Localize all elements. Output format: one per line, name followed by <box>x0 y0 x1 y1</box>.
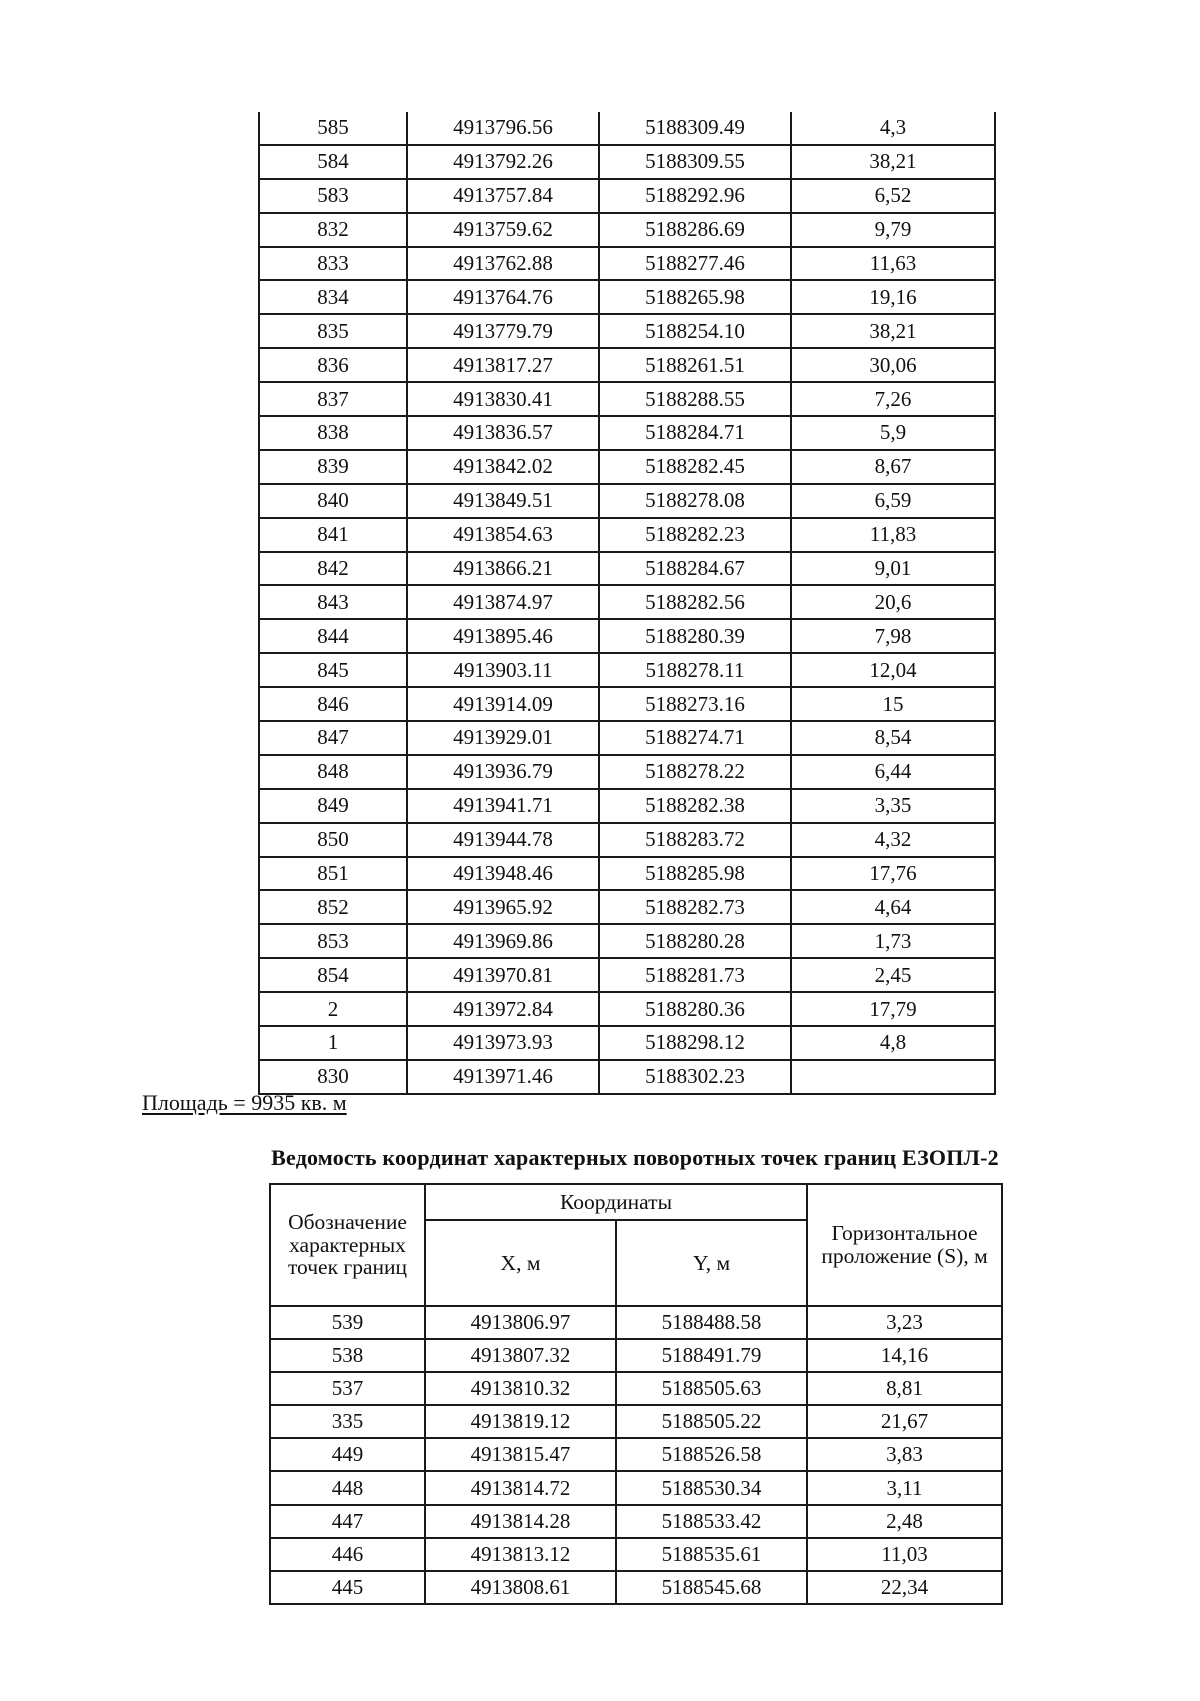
x-coordinate-cell: 4913779.79 <box>407 314 599 348</box>
x-coordinate-cell: 4913849.51 <box>407 484 599 518</box>
x-coordinate-cell: 4913836.57 <box>407 416 599 450</box>
table-row <box>259 247 995 281</box>
y-coordinate-cell: 5188505.22 <box>616 1405 807 1438</box>
distance-cell: 8,67 <box>791 450 995 484</box>
point-id-cell: 837 <box>259 382 407 416</box>
y-coordinate-cell: 5188278.08 <box>599 484 791 518</box>
table-row <box>270 1471 1002 1504</box>
point-id-cell: 585 <box>259 112 407 145</box>
x-coordinate-cell: 4913817.27 <box>407 348 599 382</box>
point-id-cell: 2 <box>259 992 407 1026</box>
point-id-cell: 850 <box>259 823 407 857</box>
y-coordinate-cell: 5188273.16 <box>599 687 791 721</box>
distance-cell: 3,35 <box>791 789 995 823</box>
distance-cell: 17,79 <box>791 992 995 1026</box>
table-row <box>259 924 995 958</box>
distance-cell: 1,73 <box>791 924 995 958</box>
point-id-cell: 1 <box>259 1026 407 1060</box>
y-coordinate-cell: 5188280.28 <box>599 924 791 958</box>
table-row <box>270 1405 1002 1438</box>
table-row <box>270 1571 1002 1604</box>
table-row <box>270 1372 1002 1405</box>
y-coordinate-cell: 5188491.79 <box>616 1339 807 1372</box>
header-coordinates: Координаты <box>425 1184 807 1220</box>
point-id-cell: 838 <box>259 416 407 450</box>
distance-cell: 19,16 <box>791 280 995 314</box>
point-id-cell: 843 <box>259 585 407 619</box>
y-coordinate-cell: 5188533.42 <box>616 1505 807 1538</box>
table-row <box>259 552 995 586</box>
distance-cell: 12,04 <box>791 653 995 687</box>
distance-cell: 4,64 <box>791 890 995 924</box>
point-id-cell: 835 <box>259 314 407 348</box>
point-id-cell: 845 <box>259 653 407 687</box>
table-row <box>259 484 995 518</box>
x-coordinate-cell: 4913764.76 <box>407 280 599 314</box>
y-coordinate-cell: 5188488.58 <box>616 1306 807 1339</box>
distance-cell: 38,21 <box>791 145 995 179</box>
y-coordinate-cell: 5188282.45 <box>599 450 791 484</box>
distance-cell: 20,6 <box>791 585 995 619</box>
y-coordinate-cell: 5188277.46 <box>599 247 791 281</box>
x-coordinate-cell: 4913969.86 <box>407 924 599 958</box>
y-coordinate-cell: 5188284.71 <box>599 416 791 450</box>
table-row <box>259 348 995 382</box>
distance-cell <box>791 1060 995 1094</box>
y-coordinate-cell: 5188309.49 <box>599 112 791 145</box>
distance-cell: 7,26 <box>791 382 995 416</box>
distance-cell: 22,34 <box>807 1571 1002 1604</box>
y-coordinate-cell: 5188288.55 <box>599 382 791 416</box>
distance-cell: 30,06 <box>791 348 995 382</box>
distance-cell: 6,59 <box>791 484 995 518</box>
table-row <box>259 145 995 179</box>
point-id-cell: 539 <box>270 1306 425 1339</box>
x-coordinate-cell: 4913813.12 <box>425 1538 616 1571</box>
x-coordinate-cell: 4913854.63 <box>407 518 599 552</box>
point-id-cell: 448 <box>270 1471 425 1504</box>
table-row <box>259 890 995 924</box>
y-coordinate-cell: 5188280.36 <box>599 992 791 1026</box>
point-id-cell: 834 <box>259 280 407 314</box>
x-coordinate-cell: 4913944.78 <box>407 823 599 857</box>
point-id-cell: 851 <box>259 857 407 891</box>
distance-cell: 6,44 <box>791 755 995 789</box>
distance-cell: 3,23 <box>807 1306 1002 1339</box>
distance-cell: 5,9 <box>791 416 995 450</box>
x-coordinate-cell: 4913806.97 <box>425 1306 616 1339</box>
distance-cell: 15 <box>791 687 995 721</box>
distance-cell: 2,45 <box>791 958 995 992</box>
point-id-cell: 848 <box>259 755 407 789</box>
coordinates-table-continued <box>258 112 996 1095</box>
x-coordinate-cell: 4913972.84 <box>407 992 599 1026</box>
distance-cell: 17,76 <box>791 857 995 891</box>
table-row <box>259 450 995 484</box>
y-coordinate-cell: 5188274.71 <box>599 721 791 755</box>
point-id-cell: 335 <box>270 1405 425 1438</box>
x-coordinate-cell: 4913948.46 <box>407 857 599 891</box>
point-id-cell: 584 <box>259 145 407 179</box>
point-id-cell: 844 <box>259 619 407 653</box>
table-row <box>270 1538 1002 1571</box>
y-coordinate-cell: 5188278.11 <box>599 653 791 687</box>
x-coordinate-cell: 4913895.46 <box>407 619 599 653</box>
x-coordinate-cell: 4913866.21 <box>407 552 599 586</box>
table-row <box>270 1339 1002 1372</box>
distance-cell: 38,21 <box>791 314 995 348</box>
x-coordinate-cell: 4913842.02 <box>407 450 599 484</box>
x-coordinate-cell: 4913792.26 <box>407 145 599 179</box>
x-coordinate-cell: 4913807.32 <box>425 1339 616 1372</box>
distance-cell: 4,8 <box>791 1026 995 1060</box>
y-coordinate-cell: 5188261.51 <box>599 348 791 382</box>
y-coordinate-cell: 5188298.12 <box>599 1026 791 1060</box>
point-id-cell: 846 <box>259 687 407 721</box>
table-row <box>259 213 995 247</box>
y-coordinate-cell: 5188505.63 <box>616 1372 807 1405</box>
point-id-cell: 538 <box>270 1339 425 1372</box>
y-coordinate-cell: 5188309.55 <box>599 145 791 179</box>
table-row <box>259 1026 995 1060</box>
x-coordinate-cell: 4913914.09 <box>407 687 599 721</box>
table-row <box>259 280 995 314</box>
distance-cell: 7,98 <box>791 619 995 653</box>
distance-cell: 2,48 <box>807 1505 1002 1538</box>
table-row <box>259 687 995 721</box>
point-id-cell: 830 <box>259 1060 407 1094</box>
x-coordinate-cell: 4913757.84 <box>407 179 599 213</box>
y-coordinate-cell: 5188284.67 <box>599 552 791 586</box>
distance-cell: 3,11 <box>807 1471 1002 1504</box>
x-coordinate-cell: 4913874.97 <box>407 585 599 619</box>
table-row <box>259 857 995 891</box>
point-id-cell: 447 <box>270 1505 425 1538</box>
y-coordinate-cell: 5188283.72 <box>599 823 791 857</box>
distance-cell: 9,01 <box>791 552 995 586</box>
table-row <box>259 585 995 619</box>
point-id-cell: 840 <box>259 484 407 518</box>
point-id-cell: 853 <box>259 924 407 958</box>
x-coordinate-cell: 4913903.11 <box>407 653 599 687</box>
coordinates-table-ezopl-2 <box>269 1183 1003 1605</box>
table-row <box>259 179 995 213</box>
table-row <box>259 653 995 687</box>
table-row <box>259 823 995 857</box>
point-id-cell: 449 <box>270 1438 425 1471</box>
distance-cell: 9,79 <box>791 213 995 247</box>
table-row <box>259 518 995 552</box>
header-y: Y, м <box>616 1220 807 1306</box>
table-row <box>259 112 995 145</box>
x-coordinate-cell: 4913815.47 <box>425 1438 616 1471</box>
y-coordinate-cell: 5188282.73 <box>599 890 791 924</box>
y-coordinate-cell: 5188254.10 <box>599 314 791 348</box>
x-coordinate-cell: 4913814.28 <box>425 1505 616 1538</box>
distance-cell: 3,83 <box>807 1438 1002 1471</box>
y-coordinate-cell: 5188545.68 <box>616 1571 807 1604</box>
area-total: Площадь = 9935 кв. м <box>142 1090 347 1115</box>
table-row <box>259 1060 995 1094</box>
point-id-cell: 445 <box>270 1571 425 1604</box>
y-coordinate-cell: 5188530.34 <box>616 1471 807 1504</box>
x-coordinate-cell: 4913936.79 <box>407 755 599 789</box>
x-coordinate-cell: 4913810.32 <box>425 1372 616 1405</box>
table-row <box>270 1505 1002 1538</box>
x-coordinate-cell: 4913970.81 <box>407 958 599 992</box>
table-row <box>259 382 995 416</box>
y-coordinate-cell: 5188282.38 <box>599 789 791 823</box>
distance-cell: 8,54 <box>791 721 995 755</box>
table-row <box>259 721 995 755</box>
distance-cell: 11,63 <box>791 247 995 281</box>
x-coordinate-cell: 4913941.71 <box>407 789 599 823</box>
table-row <box>259 619 995 653</box>
x-coordinate-cell: 4913796.56 <box>407 112 599 145</box>
point-id-cell: 842 <box>259 552 407 586</box>
distance-cell: 11,03 <box>807 1538 1002 1571</box>
point-id-cell: 836 <box>259 348 407 382</box>
point-id-cell: 537 <box>270 1372 425 1405</box>
x-coordinate-cell: 4913819.12 <box>425 1405 616 1438</box>
y-coordinate-cell: 5188282.56 <box>599 585 791 619</box>
y-coordinate-cell: 5188302.23 <box>599 1060 791 1094</box>
distance-cell: 6,52 <box>791 179 995 213</box>
point-id-cell: 841 <box>259 518 407 552</box>
y-coordinate-cell: 5188526.58 <box>616 1438 807 1471</box>
x-coordinate-cell: 4913965.92 <box>407 890 599 924</box>
x-coordinate-cell: 4913808.61 <box>425 1571 616 1604</box>
point-id-cell: 833 <box>259 247 407 281</box>
table-title: Ведомость координат характерных поворотных точек границ ЕЗОПЛ-2 <box>271 1145 999 1170</box>
distance-cell: 4,3 <box>791 112 995 145</box>
x-coordinate-cell: 4913762.88 <box>407 247 599 281</box>
header-x: X, м <box>425 1220 616 1306</box>
x-coordinate-cell: 4913759.62 <box>407 213 599 247</box>
y-coordinate-cell: 5188282.23 <box>599 518 791 552</box>
x-coordinate-cell: 4913814.72 <box>425 1471 616 1504</box>
point-id-cell: 446 <box>270 1538 425 1571</box>
y-coordinate-cell: 5188280.39 <box>599 619 791 653</box>
table-row <box>259 789 995 823</box>
table-row <box>259 958 995 992</box>
table-row <box>270 1438 1002 1471</box>
y-coordinate-cell: 5188281.73 <box>599 958 791 992</box>
table-row <box>259 992 995 1026</box>
x-coordinate-cell: 4913973.93 <box>407 1026 599 1060</box>
distance-cell: 4,32 <box>791 823 995 857</box>
point-id-cell: 847 <box>259 721 407 755</box>
point-id-cell: 854 <box>259 958 407 992</box>
point-id-cell: 852 <box>259 890 407 924</box>
header-horizontal-distance: Горизонтальное проложение (S), м <box>807 1184 1002 1306</box>
y-coordinate-cell: 5188535.61 <box>616 1538 807 1571</box>
header-point-designation: Обозначение характерных точек границ <box>270 1184 425 1306</box>
table-row <box>259 416 995 450</box>
x-coordinate-cell: 4913971.46 <box>407 1060 599 1094</box>
y-coordinate-cell: 5188286.69 <box>599 213 791 247</box>
y-coordinate-cell: 5188278.22 <box>599 755 791 789</box>
point-id-cell: 832 <box>259 213 407 247</box>
x-coordinate-cell: 4913929.01 <box>407 721 599 755</box>
table-row <box>259 314 995 348</box>
point-id-cell: 839 <box>259 450 407 484</box>
y-coordinate-cell: 5188285.98 <box>599 857 791 891</box>
table-row <box>270 1306 1002 1339</box>
distance-cell: 21,67 <box>807 1405 1002 1438</box>
distance-cell: 11,83 <box>791 518 995 552</box>
point-id-cell: 849 <box>259 789 407 823</box>
distance-cell: 14,16 <box>807 1339 1002 1372</box>
point-id-cell: 583 <box>259 179 407 213</box>
x-coordinate-cell: 4913830.41 <box>407 382 599 416</box>
y-coordinate-cell: 5188292.96 <box>599 179 791 213</box>
distance-cell: 8,81 <box>807 1372 1002 1405</box>
y-coordinate-cell: 5188265.98 <box>599 280 791 314</box>
table-row <box>259 755 995 789</box>
